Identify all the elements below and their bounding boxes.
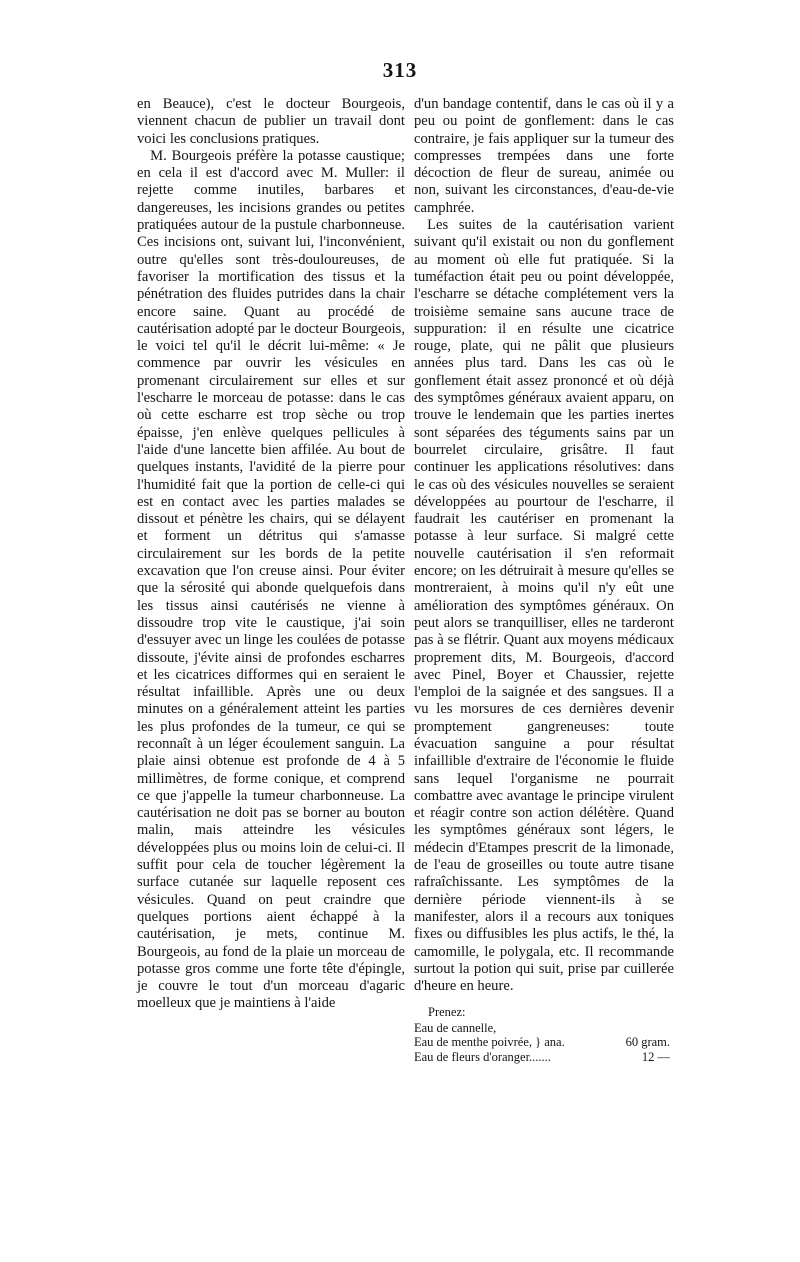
recipe-ingredient: Eau de fleurs d'oranger....... — [414, 1049, 551, 1064]
paragraph: d'un bandage contentif, dans le cas où il y a peu ou point de gonflement: dans le cas contraire, je fais appliquer sur la tumeur des compresses trempées dans une forte décoction de fleur de sureau, animée ou non, suivant les circonstances, d'eau-de-vie camphrée. — [414, 96, 674, 216]
recipe-block — [414, 1005, 674, 1064]
left-column — [137, 96, 405, 1013]
right-column — [414, 96, 674, 1064]
page-number: 313 — [382, 58, 418, 82]
paragraph: M. Bourgeois préfère la potasse caustique; en cela il est d'accord avec M. Muller: il rejette comme inutiles, barbares et dangereuses, les incisions grandes ou petites pratiquées autour de la pustule charbonneuse. Ces incisions ont, suivant lui, l'inconvénient, outre qu'elles sont très-douloureuses, de favoriser la mortification des tissus et la pénétration des fluides putrides dans la chair encore saine. Quant au procédé de cautérisation adopté par le docteur Bourgeois, le voici tel qu'il le décrit lui-même: « Je commence par ouvrir les vésicules en promenant circulairement sur elles et sur l'escharre le morceau de potasse: dans le cas où cette escharre est trop sèche ou trop épaisse, j'en enlève quelques pellicules à l'aide d'une lancette bien affilée. Au bout de quelques instants, l'avidité de la pierre pour l'humidité fait que la portion de celle-ci qui est en contact avec les parties malades se dissout et pénètre les chairs, qui se délayent et forment un détritus qui s'amasse circulairement sur les bords de la petite excavation que l'on creuse ainsi. Pour éviter que la sérosité qui abonde quelquefois dans les tissus ainsi cautérisés ne vienne à dissoudre trop vite le caustique, j'ai soin d'essuyer avec un linge les coulées de potasse dissoute, j'évite ainsi de profondes escharres et les cicatrices difformes qui en seraient le résultat infaillible. Après une ou deux minutes on a généralement atteint les parties les plus profondes de la tumeur, ce qui se reconnaît à un léger écoulement sanguin. La plaie ainsi obtenue est profonde de 4 à 5 millimètres, de forme conique, et comprend ce que j'appelle la tumeur charbonneuse. La cautérisation ne doit pas se borner au bouton malin, mais atteindre les vésicules développées plus ou moins loin de celui-ci. Il suffit pour cela de toucher légèrement la surface cutanée sur laquelle reposent ces vésicules. Quand on peut craindre que quelques portions aient échappé à la cautérisation, je mets, continue M. Bourgeois, au fond de la plaie un morceau de potasse gros comme une forte tête d'épingle, je couvre le tout d'un morceau d'agaric moelleux que je maintiens à l'aide — [137, 147, 406, 1012]
recipe-quantity — [670, 1021, 674, 1036]
recipe-row — [414, 1035, 674, 1050]
recipe-intro: Prenez: — [428, 1005, 466, 1020]
recipe-quantity: 60 gram. — [625, 1035, 670, 1050]
paragraph: en Beauce), c'est le docteur Bourgeois, viennent chacun de publier un travail dont voici les conclusions pratiques. — [137, 96, 405, 147]
recipe-ingredient: Eau de menthe poivrée, } ana. — [414, 1035, 565, 1050]
recipe-row — [414, 1050, 674, 1065]
recipe-ingredient: Eau de cannelle, — [414, 1020, 497, 1035]
recipe-quantity: 12 — — [641, 1049, 670, 1064]
recipe-row — [414, 1021, 674, 1036]
paragraph: Les suites de la cautérisation varient suivant qu'il existait ou non du gonflement au moment où elle fut pratiquée. Si la tuméfaction était peu ou point développée, l'escharre se détache complétement vers la troisième semaine sans aucune trace de suppuration: il en résulte une cicatrice rouge, plate, qui ne pâlit que plusieurs années plus tard. Dans les cas où le gonflement était assez prononcé et où déjà des symptômes généraux avaient apparu, on trouve le lendemain que les parties inertes sont séparées des téguments sains par un bourrelet circulaire, grisâtre. Il faut continuer les applications résolutives: dans le cas où des vésicules nouvelles se seraient développées au pourtour de l'escharre, il faudrait les cautériser en promenant la potasse à leur surface. Si malgré cette nouvelle cautérisation il s'en reformait encore; on les détruirait à mesure qu'elles se montreraient, à moins qu'il n'y eût une amélioration des symptômes généraux. On peut alors se tranquilliser, elles ne tarderont pas à se flétrir. Quant aux moyens médicaux proprement dits, M. Bourgeois, d'accord avec Pinel, Boyer et Chaussier, rejette l'emploi de la saignée et des sangsues. Il a vu les morsures de ces dernières devenir promptement gangreneuses: toute évacuation sanguine a pour résultat infaillible d'extraire de l'économie le fluide sans lequel l'organisme ne pourrait combattre avec avantage le principe virulent et réagir contre son action délétère. Quand les symptômes généraux sont légers, le médecin d'Etampes prescrit de la limonade, de l'eau de groseilles ou toute autre tisane rafraîchissante. Les symptômes de la dernière période viennent-ils à se manifester, alors il a recours aux toniques fixes ou diffusibles les plus actifs, le thé, la camomille, le polygala, etc. Il recommande surtout la potion qui suit, prise par cuillerée d'heure en heure. — [414, 217, 674, 995]
